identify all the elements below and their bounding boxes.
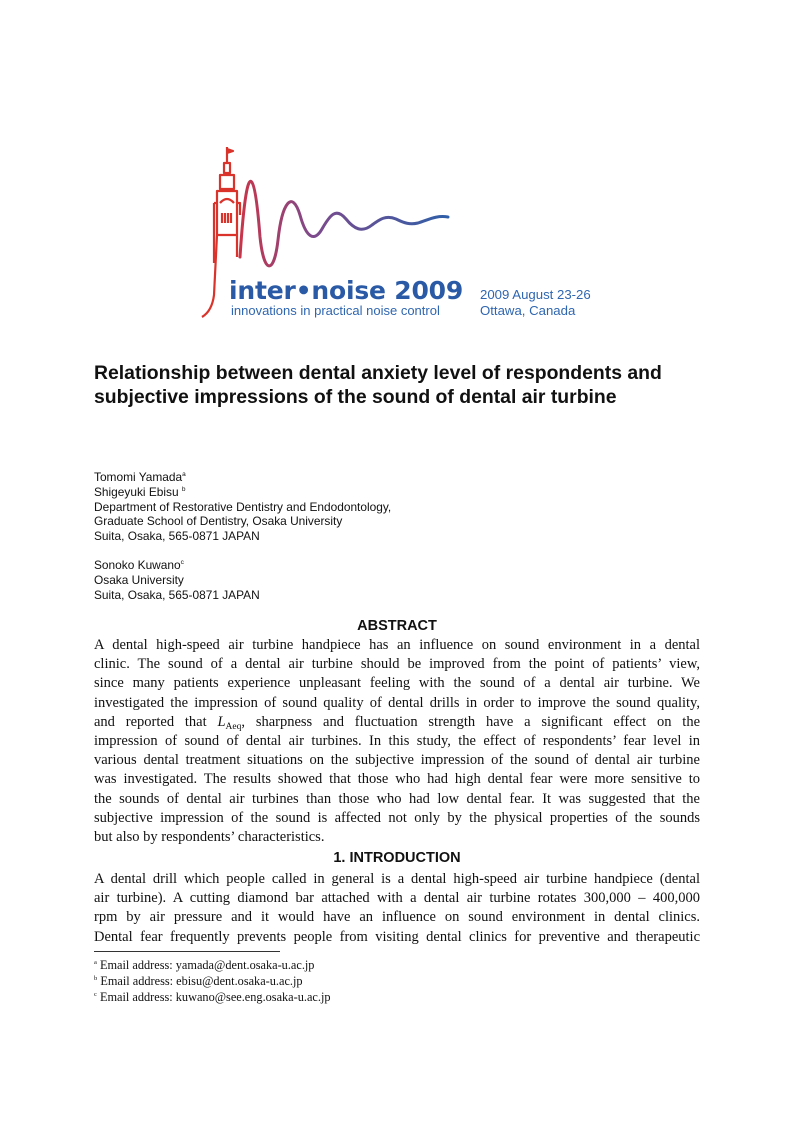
- author-block: [94, 470, 391, 602]
- abstract-heading: ABSTRACT: [357, 618, 437, 634]
- text-line: the sounds of dental air turbines than those who had low dental fear. It was suggested that the: [94, 790, 700, 807]
- title-line: Relationship between dental anxiety level of respondents and: [94, 362, 662, 384]
- laeq-symbol: L: [217, 713, 226, 730]
- affiliation-mark: c: [180, 558, 184, 566]
- laeq-subscript: Aeq: [225, 721, 242, 732]
- conference-wordmark: inter•noise 2009: [229, 276, 464, 305]
- text-line: since many patients experience unpleasant feeling with the sound of a dental air turbine. We: [94, 675, 700, 692]
- text-line: subjective impression of the sound is affected not only by the physical properties of the sounds: [94, 809, 700, 826]
- text-line: but also by respondents’ characteristics.: [94, 829, 325, 846]
- address: Suita, Osaka, 565-0871 JAPAN: [94, 587, 260, 602]
- introduction-heading: 1. INTRODUCTION: [333, 850, 461, 866]
- affiliation: Department of Restorative Dentistry and Endodontology,: [94, 499, 392, 514]
- footnote: $^a$ Email address: yamada@dent.osaka-u.ac.jp: [94, 958, 315, 972]
- conference-tagline: innovations in practical noise control: [231, 303, 440, 318]
- text-line: Dental fear frequently prevents people from visiting dental clinics for preventive and therapeutic: [94, 928, 700, 945]
- footnote: $^c$ Email address: kuwano@see.eng.osaka-u.ac.jp: [94, 990, 331, 1004]
- author-name: Shigeyuki Ebisu $^b$: [94, 484, 186, 499]
- footnote-mark: b: [94, 975, 98, 982]
- footnotes: [94, 957, 331, 1005]
- text-line: investigated the impression of sound quality of dental drills in order to improve the sound quality,: [94, 694, 700, 711]
- text-line: A dental drill which people called in general is a dental high-speed air turbine handpiece (dental: [94, 871, 700, 887]
- author-name: Sonoko Kuwano$^c$: [94, 557, 184, 572]
- introduction-text: [94, 870, 700, 947]
- address: Suita, Osaka, 565-0871 JAPAN: [94, 529, 260, 544]
- paper-title: [94, 361, 714, 409]
- abstract-text: [94, 636, 700, 847]
- text-line: was investigated. The results showed that those who had high dental fear were more sensitive to: [94, 771, 700, 788]
- text-line: A dental high-speed air turbine handpiece has an influence on sound environment in a dental: [94, 637, 700, 653]
- footnote-divider: [94, 951, 280, 952]
- text-line: air turbine). A cutting diamond bar attached with a dental air turbine rotates 300,000 – 400,000: [94, 890, 700, 907]
- affiliation-mark: a: [182, 471, 186, 478]
- conference-date: 2009 August 23-26: [480, 287, 591, 302]
- spacer: [94, 544, 391, 558]
- footnote-mark: a: [94, 959, 97, 966]
- text-line: clinic. The sound of a dental air turbine should be improved from the point of patients’ view,: [94, 656, 700, 673]
- footnote-mark: c: [94, 991, 97, 998]
- text-line: impression of sound of dental air turbines. In this study, the effect of respondents’ fear level in: [94, 733, 700, 750]
- conference-location: Ottawa, Canada: [480, 303, 576, 318]
- text-line: various dental treatment situations on the subjective impression of the sound of dental air turbine: [94, 752, 700, 769]
- author-name: Tomomi Yamada$^a$: [94, 470, 186, 484]
- affiliation-mark: b: [181, 485, 186, 493]
- affiliation: Osaka University: [94, 572, 184, 587]
- affiliation: Graduate School of Dentistry, Osaka University: [94, 514, 343, 529]
- footnote: $^b$ Email address: ebisu@dent.osaka-u.ac.jp: [94, 974, 303, 988]
- text-line: rpm by air pressure and it would have an influence on sound environment in dental clinics.: [94, 909, 700, 926]
- title-line: subjective impressions of the sound of dental air turbine: [94, 386, 617, 408]
- text-line: and reported that $L_{Aeq}$, sharpness and fluctuation strength have a significant effect on the: [94, 713, 701, 732]
